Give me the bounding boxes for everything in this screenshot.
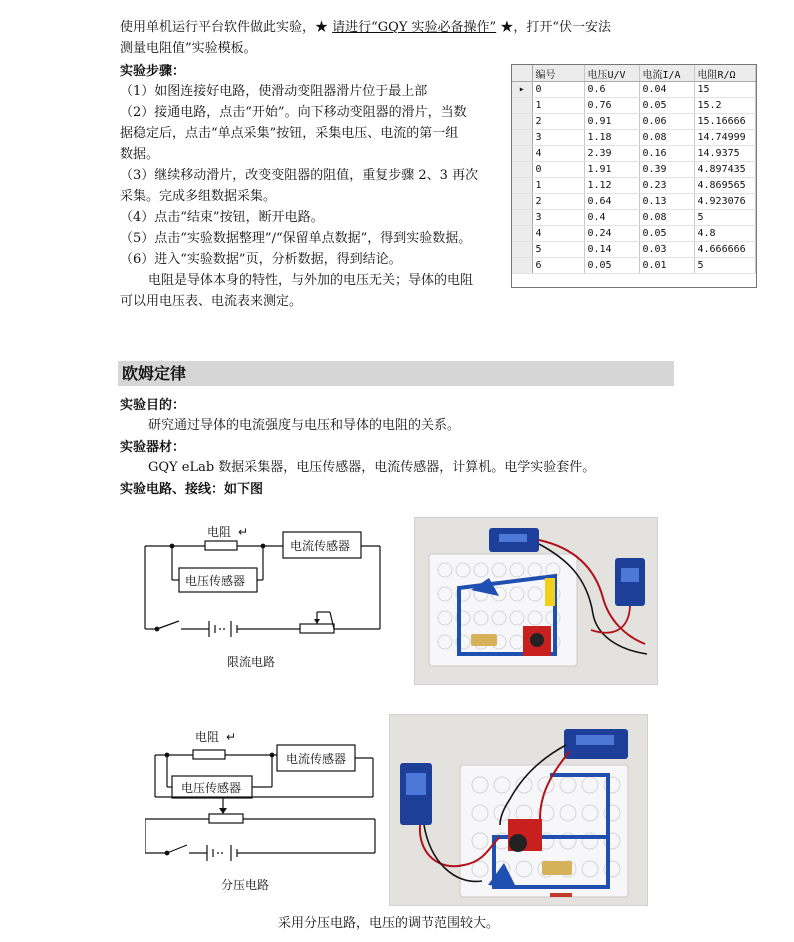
cell-current: 0.08 bbox=[639, 210, 694, 226]
cell-current: 0.08 bbox=[639, 130, 694, 146]
footer-note: 采用分压电路，电压的调节范围较大。 bbox=[278, 916, 500, 931]
step-2-line-2: 据稳定后，点击“单点采集”按钮，采集电压、电流的第一组 bbox=[120, 126, 459, 141]
conclusion-line-2: 可以用电压表、电流表来测定。 bbox=[120, 294, 303, 309]
row-selector[interactable] bbox=[512, 194, 532, 210]
cell-voltage: 0.05 bbox=[584, 258, 639, 274]
cell-voltage: 2.39 bbox=[584, 146, 639, 162]
col-header-index: 编号 bbox=[532, 65, 584, 82]
intro-text: 使用单机运行平台软件做此实验，★ bbox=[120, 20, 333, 35]
row-selector[interactable] bbox=[512, 146, 532, 162]
voltage-sensor-label: 电压传感器 bbox=[185, 574, 246, 588]
conclusion-line-1: 电阻是导体本身的特性，与外加的电压无关；导体的电阻 bbox=[148, 273, 474, 288]
purpose-heading: 实验目的： bbox=[120, 398, 186, 413]
current-limiting-caption: 限流电路 bbox=[227, 655, 276, 669]
table-row[interactable] bbox=[512, 98, 756, 114]
row-selector[interactable] bbox=[512, 242, 532, 258]
step-4: （4）点击“结束”按钮，断开电路。 bbox=[120, 210, 324, 225]
cell-index: 3 bbox=[532, 130, 584, 146]
col-header-voltage: 电压U/V bbox=[584, 65, 639, 82]
cell-voltage: 0.14 bbox=[584, 242, 639, 258]
cell-resistance: 14.9375 bbox=[694, 146, 756, 162]
cell-resistance: 15 bbox=[694, 82, 756, 98]
cell-resistance: 4.666666 bbox=[694, 242, 756, 258]
step-3-line-1: （3）继续移动滑片，改变变阻器的阻值，重复步骤 2、3 再次 bbox=[120, 168, 479, 183]
cell-resistance: 15.2 bbox=[694, 98, 756, 114]
cell-index: 0 bbox=[532, 82, 584, 98]
current-sensor-label-2: 电流传感器 bbox=[286, 752, 347, 766]
col-header-current: 电流I/A bbox=[639, 65, 694, 82]
intro-line-1 bbox=[120, 18, 611, 38]
voltage-sensor-label-2: 电压传感器 bbox=[181, 781, 242, 795]
row-selector[interactable] bbox=[512, 98, 532, 114]
cell-current: 0.16 bbox=[639, 146, 694, 162]
section-header bbox=[118, 361, 674, 386]
cell-current: 0.05 bbox=[639, 98, 694, 114]
cell-index: 0 bbox=[532, 162, 584, 178]
cell-voltage: 1.91 bbox=[584, 162, 639, 178]
table-row[interactable] bbox=[512, 194, 756, 210]
cell-current: 0.23 bbox=[639, 178, 694, 194]
cell-current: 0.05 bbox=[639, 226, 694, 242]
table-row[interactable] bbox=[512, 82, 756, 98]
circuit-heading: 实验电路、接线：如下图 bbox=[120, 482, 264, 497]
cell-resistance: 5 bbox=[694, 210, 756, 226]
table-row[interactable] bbox=[512, 146, 756, 162]
cell-voltage: 0.6 bbox=[584, 82, 639, 98]
svg-text:↵: ↵ bbox=[226, 730, 237, 744]
table-row[interactable] bbox=[512, 242, 756, 258]
equipment-heading: 实验器材： bbox=[120, 440, 186, 455]
current-sensor-label: 电流传感器 bbox=[290, 539, 351, 553]
cell-index: 1 bbox=[532, 178, 584, 194]
resistor-label-2: 电阻 bbox=[195, 730, 220, 744]
purpose-text: 研究通过导体的电流强度与电压和导体的电阻的关系。 bbox=[148, 418, 461, 433]
col-header-resistance: 电阻R/Ω bbox=[694, 65, 756, 82]
equipment-text: GQY eLab 数据采集器，电压传感器，电流传感器，计算机。电学实验套件。 bbox=[148, 460, 596, 475]
cell-index: 1 bbox=[532, 98, 584, 114]
data-table bbox=[511, 64, 757, 288]
cell-index: 2 bbox=[532, 194, 584, 210]
rheostat-symbol bbox=[300, 624, 334, 633]
cell-resistance: 4.869565 bbox=[694, 178, 756, 194]
voltage-divider-setup-photo bbox=[389, 714, 648, 906]
resistor-label: 电阻 bbox=[207, 525, 232, 539]
step-6: （6）进入“实验数据”页，分析数据，得到结论。 bbox=[120, 252, 402, 267]
cell-voltage: 0.76 bbox=[584, 98, 639, 114]
voltage-divider-circuit-diagram bbox=[145, 727, 385, 897]
cell-current: 0.01 bbox=[639, 258, 694, 274]
row-selector[interactable]: ▸ bbox=[512, 82, 532, 98]
table-row[interactable] bbox=[512, 178, 756, 194]
row-selector[interactable] bbox=[512, 114, 532, 130]
cell-voltage: 0.91 bbox=[584, 114, 639, 130]
cell-voltage: 1.12 bbox=[584, 178, 639, 194]
cell-current: 0.04 bbox=[639, 82, 694, 98]
current-limiting-setup-photo bbox=[414, 517, 658, 685]
cell-current: 0.39 bbox=[639, 162, 694, 178]
cell-voltage: 0.64 bbox=[584, 194, 639, 210]
table-row[interactable] bbox=[512, 226, 756, 242]
cell-resistance: 15.16666 bbox=[694, 114, 756, 130]
table-row[interactable] bbox=[512, 258, 756, 274]
table-row[interactable] bbox=[512, 130, 756, 146]
table-row[interactable] bbox=[512, 210, 756, 226]
resistor-symbol-2 bbox=[193, 750, 225, 759]
cell-resistance: 14.74999 bbox=[694, 130, 756, 146]
divider-rheostat-symbol bbox=[209, 814, 243, 823]
step-2-line-3: 数据。 bbox=[120, 147, 160, 162]
row-selector[interactable] bbox=[512, 226, 532, 242]
table-header-row bbox=[512, 65, 756, 82]
row-selector[interactable] bbox=[512, 258, 532, 274]
steps-heading: 实验步骤： bbox=[120, 64, 186, 79]
cell-current: 0.13 bbox=[639, 194, 694, 210]
row-selector[interactable] bbox=[512, 210, 532, 226]
section-title: 欧姆定律 bbox=[122, 364, 187, 383]
cell-index: 4 bbox=[532, 146, 584, 162]
table-row[interactable] bbox=[512, 114, 756, 130]
cell-resistance: 5 bbox=[694, 258, 756, 274]
intro-text-end: ★，打开“伏一安法 bbox=[496, 20, 611, 35]
intro-line-2: 测量电阻值”实验模板。 bbox=[120, 41, 257, 56]
cell-resistance: 4.923076 bbox=[694, 194, 756, 210]
cell-index: 5 bbox=[532, 242, 584, 258]
svg-text:↵: ↵ bbox=[238, 525, 249, 539]
row-selector[interactable] bbox=[512, 162, 532, 178]
cell-current: 0.03 bbox=[639, 242, 694, 258]
cell-current: 0.06 bbox=[639, 114, 694, 130]
step-3-line-2: 采集。完成多组数据采集。 bbox=[120, 189, 277, 204]
cell-index: 4 bbox=[532, 226, 584, 242]
cell-voltage: 0.4 bbox=[584, 210, 639, 226]
table-row[interactable] bbox=[512, 162, 756, 178]
cell-index: 6 bbox=[532, 258, 584, 274]
cell-voltage: 0.24 bbox=[584, 226, 639, 242]
step-2-line-1: （2）接通电路，点击“开始”。向下移动变阻器的滑片，当数 bbox=[120, 105, 467, 120]
cell-index: 3 bbox=[532, 210, 584, 226]
cell-index: 2 bbox=[532, 114, 584, 130]
cell-resistance: 4.8 bbox=[694, 226, 756, 242]
row-selector-header bbox=[512, 65, 532, 82]
row-selector[interactable] bbox=[512, 178, 532, 194]
step-5: （5）点击“实验数据整理”/“保留单点数据”，得到实验数据。 bbox=[120, 231, 472, 246]
voltage-divider-caption: 分压电路 bbox=[221, 878, 270, 892]
step-1: （1）如图连接好电路，使滑动变阻器滑片位于最上部 bbox=[120, 84, 428, 99]
cell-resistance: 4.897435 bbox=[694, 162, 756, 178]
resistor-symbol bbox=[205, 541, 237, 550]
required-operations-link[interactable]: 请进行“GQY 实验必备操作” bbox=[332, 20, 497, 35]
current-limiting-circuit-diagram bbox=[135, 518, 395, 678]
cell-voltage: 1.18 bbox=[584, 130, 639, 146]
row-selector[interactable] bbox=[512, 130, 532, 146]
